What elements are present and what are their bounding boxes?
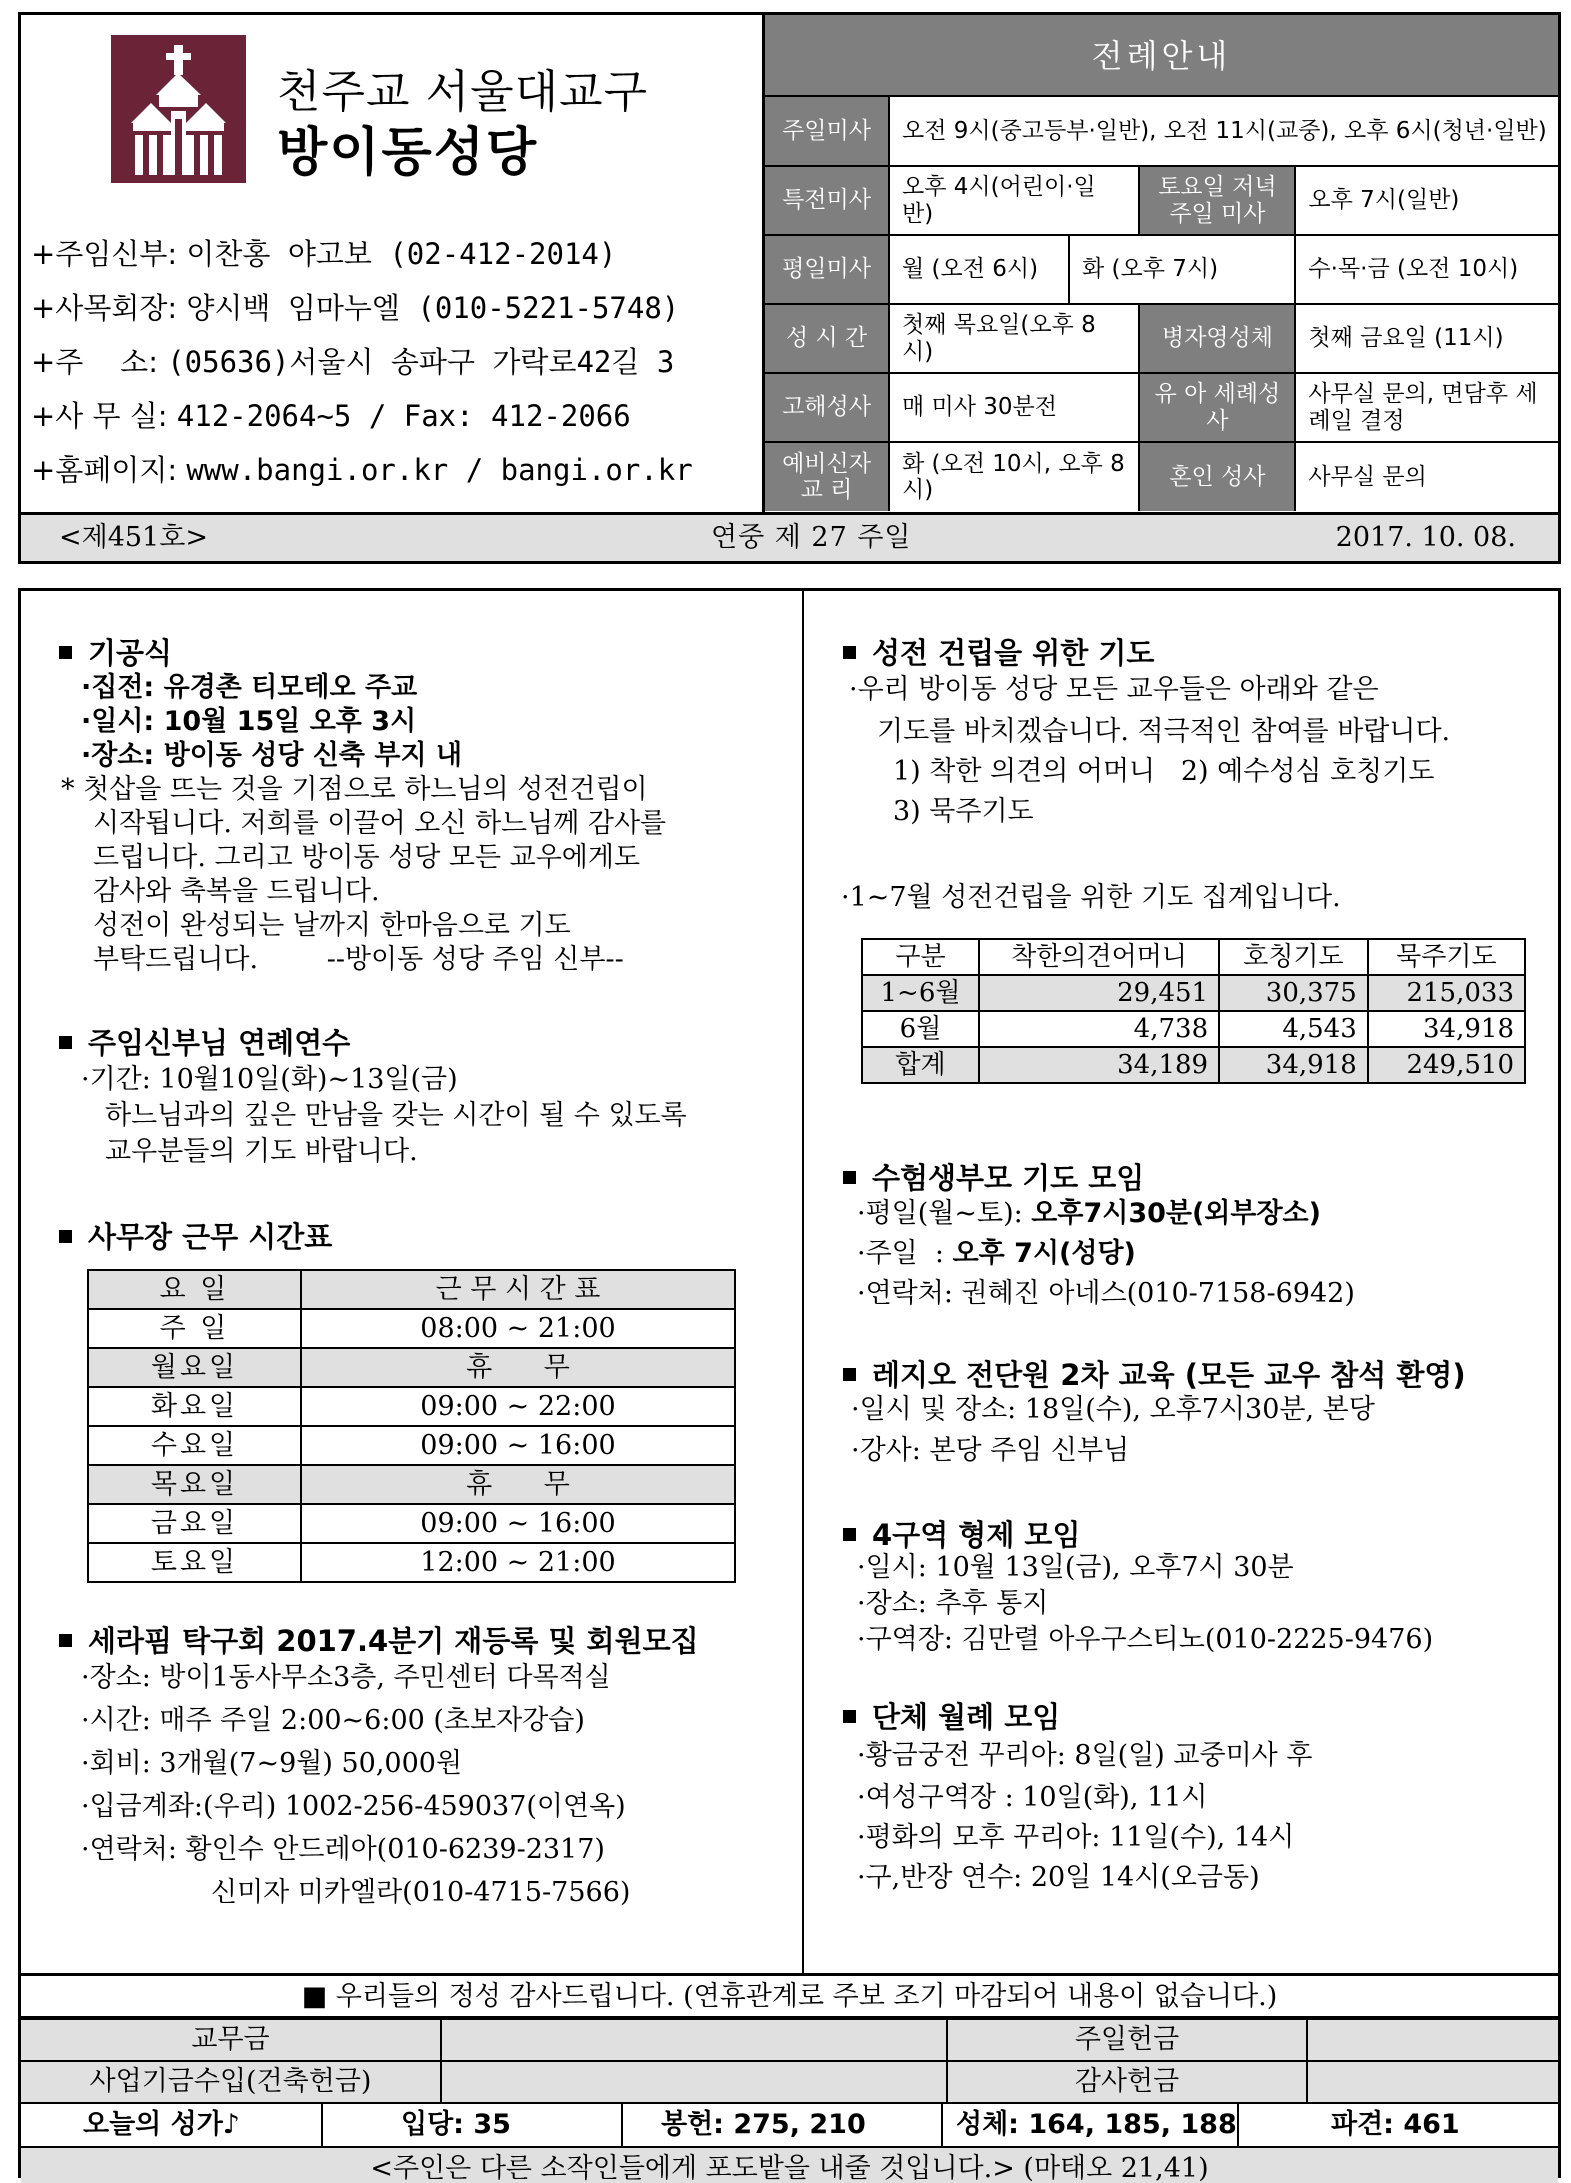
parish-fund-label: 교무금: [21, 2019, 441, 2061]
bullet-square-icon: [59, 1230, 72, 1243]
liturgy-guide: [762, 15, 1558, 512]
hymn-label: 오늘의 성가♪: [83, 2109, 241, 2140]
retreat-period: ·기간: 10월10일(화)~13일(금): [81, 1064, 458, 1095]
building-fund-value: [441, 2061, 947, 2103]
prayer-message-4: 3) 묵주기도: [893, 796, 1034, 827]
groundbreaking-message-2: 시작됩니다. 저희를 이끌어 오신 하느님께 감사를: [93, 808, 667, 839]
legio-title: 레지오 전단원 2차 교육 (모든 교우 참석 환영): [843, 1353, 1466, 1394]
sunday-mass-label: 주일미사: [765, 97, 889, 166]
contact-list: [31, 227, 761, 497]
thanks-collection-label: 감사헌금: [947, 2061, 1307, 2103]
table-row: 목요일 휴 무: [88, 1465, 735, 1504]
table-row: 금요일 09:00 ~ 16:00: [88, 1504, 735, 1543]
table-row: 수요일 09:00 ~ 16:00: [88, 1426, 735, 1465]
gospel-quote: <주인은 다른 소작인들에게 포도밭을 내줄 것입니다.> (마태오 21,41): [21, 2148, 1558, 2183]
anticipated-mass-time: 오후 4시(어린이·일반): [889, 166, 1139, 235]
contact-homepage[interactable]: +홈페이지: www.bangi.or.kr / bangi.or.kr: [31, 453, 693, 487]
table-row: 1~6월 29,451 30,375 215,033: [862, 975, 1525, 1011]
office-schedule-table: [87, 1269, 736, 1583]
contact-office: +사 무 실: 412-2064~5 / Fax: 412-2066: [31, 399, 631, 433]
table-row: 주 일 08:00 ~ 21:00: [88, 1309, 735, 1348]
bullet-square-icon: [59, 1634, 72, 1647]
groundbreaking-message-5: 성전이 완성되는 날까지 한마음으로 기도: [93, 910, 571, 941]
groundbreaking-time: ·일시: 10월 15일 오후 3시: [81, 706, 417, 737]
confession-label: 고해성사: [765, 373, 889, 442]
groups-title: 단체 월례 모임: [843, 1695, 1060, 1736]
hymn-recessional: 파견: 461: [1331, 2109, 1460, 2140]
col-day: 요 일: [88, 1270, 301, 1309]
issue-number: <제451호>: [59, 522, 208, 553]
thanks-collection-value: [1307, 2061, 1558, 2103]
bullet-square-icon: [843, 1368, 856, 1381]
issue-bar: [21, 512, 1558, 561]
marriage-info: 사무실 문의: [1295, 442, 1561, 511]
catechumen-label: 예비신자 교 리: [765, 442, 889, 511]
table-row: 6월 4,738 4,543 34,918: [862, 1011, 1525, 1047]
issue-date: 2017. 10. 08.: [1335, 522, 1516, 553]
pingpong-contact-2: 신미자 미카엘라(010-4715-7566): [211, 1877, 631, 1908]
table-row: 합계 34,189 34,918 249,510: [862, 1047, 1525, 1083]
col-hours: 근 무 시 간 표: [301, 1270, 735, 1309]
liturgy-title: 전례안내: [765, 15, 1558, 97]
hymn-entrance: 입당: 35: [401, 2109, 511, 2140]
bullet-square-icon: [843, 1528, 856, 1541]
offerings-footer: [21, 1973, 1558, 2183]
column-divider: [802, 591, 804, 1973]
groundbreaking-message-4: 감사와 축복을 드립니다.: [93, 876, 380, 907]
parish-name: 방이동성당: [277, 123, 539, 183]
liturgy-table: [765, 97, 1561, 511]
exam-parents-weekday: ·평일(월~토): 오후7시30분(외부장소): [857, 1198, 1321, 1229]
exam-parents-contact: ·연락처: 권혜진 아네스(010-7158-6942): [857, 1278, 1355, 1309]
sat-evening-label: 토요일 저녁 주일 미사: [1139, 166, 1295, 235]
pingpong-place: ·장소: 방이1동사무소3층, 주민센터 다목적실: [81, 1662, 611, 1693]
pingpong-account: ·입금계좌:(우리) 1002-256-459037(이연옥): [81, 1791, 626, 1822]
groups-item-4: ·구,반장 연수: 20일 14시(오금동): [857, 1862, 1260, 1893]
prayer-tally-table: [861, 938, 1526, 1084]
infant-baptism-info: 사무실 문의, 면담후 세례일 결정: [1295, 373, 1561, 442]
sunday-collection-label: 주일헌금: [947, 2019, 1307, 2061]
weekday-mon: 월 (오전 6시): [889, 235, 1069, 304]
weekday-wtf: 수·목·금 (오전 10시): [1295, 235, 1561, 304]
marriage-label: 혼인 성사: [1139, 442, 1295, 511]
groundbreaking-title: 기공식: [59, 631, 172, 672]
offering-title: ■ 우리들의 정성 감사드립니다. (연휴관계로 주보 조기 마감되어 내용이 없습니다.): [21, 1973, 1558, 2018]
bullet-square-icon: [843, 1171, 856, 1184]
table-header: 구분 착한의견어머니 호칭기도 묵주기도: [862, 939, 1525, 975]
sat-evening-time: 오후 7시(일반): [1295, 166, 1561, 235]
groups-item-3: ·평화의 모후 꾸리아: 11일(수), 14시: [857, 1822, 1295, 1853]
table-row: 월요일 휴 무: [88, 1348, 735, 1387]
groundbreaking-place: ·장소: 방이동 성당 신축 부지 내: [81, 740, 463, 771]
groundbreaking-message-3: 드립니다. 그리고 방이동 성당 모든 교우에게도: [93, 842, 641, 873]
prayer-message-1: ·우리 방이동 성당 모든 교우들은 아래와 같은: [849, 674, 1379, 705]
district4-leader: ·구역장: 김만렬 아우구스티노(010-2225-9476): [857, 1624, 1434, 1655]
legio-lecturer: ·강사: 본당 주임 신부님: [851, 1435, 1130, 1466]
table-header: [88, 1270, 735, 1309]
table-row: 화요일 09:00 ~ 22:00: [88, 1387, 735, 1426]
pingpong-time: ·시간: 매주 주일 2:00~6:00 (초보자강습): [81, 1705, 585, 1736]
district4-when: ·일시: 10월 13일(금), 오후7시 30분: [857, 1552, 1294, 1583]
anticipated-mass-label: 특전미사: [765, 166, 889, 235]
bullet-square-icon: [59, 646, 72, 659]
parish-fund-value: [441, 2019, 947, 2061]
infant-baptism-label: 유 아 세례성사: [1139, 373, 1295, 442]
groups-item-2: ·여성구역장 : 10일(화), 11시: [857, 1782, 1208, 1813]
retreat-message-1: 하느님과의 깊은 만남을 갖는 시간이 될 수 있도록: [105, 1100, 687, 1131]
district4-place: ·장소: 추후 통지: [857, 1588, 1049, 1619]
sunday-collection-value: [1307, 2019, 1558, 2061]
contact-address: +주 소: (05636)서울시 송파구 가락로42길 3: [31, 345, 675, 379]
prayer-message-2: 기도를 바치겠습니다. 적극적인 참여를 바랍니다.: [877, 716, 1451, 747]
table-row: [21, 2019, 1558, 2061]
office-schedule-title: 사무장 근무 시간표: [59, 1215, 332, 1256]
bullet-square-icon: [843, 1710, 856, 1723]
holy-hour-time: 첫째 목요일(오후 8시): [889, 304, 1139, 373]
bullet-square-icon: [843, 646, 856, 659]
groundbreaking-message-1: * 첫삽을 뜨는 것을 기점으로 하느님의 성전건립이: [61, 774, 648, 805]
district4-title: 4구역 형제 모임: [843, 1513, 1080, 1554]
church-logo-icon: [111, 35, 246, 183]
bulletin-body: [18, 588, 1561, 2183]
groundbreaking-presider: ·집전: 유경촌 티모테오 주교: [81, 672, 418, 703]
contact-pastor: +주임신부: 이찬홍 야고보 (02-412-2014): [31, 237, 617, 271]
hymn-offertory: 봉헌: 275, 210: [661, 2109, 866, 2140]
retreat-message-2: 교우분들의 기도 바랍니다.: [105, 1136, 418, 1167]
pingpong-contact-1: ·연락처: 황인수 안드레아(010-6239-2317): [81, 1834, 605, 1865]
retreat-title: 주임신부님 연례연수: [59, 1021, 350, 1062]
table-row: [21, 2061, 1558, 2103]
pingpong-fee: ·회비: 3개월(7~9월) 50,000원: [81, 1748, 463, 1779]
bulletin-header: [18, 12, 1561, 564]
prayer-title: 성전 건립을 위한 기도: [843, 631, 1154, 672]
sunday-mass-times: 오전 9시(중고등부·일반), 오전 11시(교중), 오후 6시(청년·일반): [889, 97, 1561, 166]
parish-info: [21, 15, 762, 512]
contact-council-president: +사목회장: 양시백 임마누엘 (010-5221-5748): [31, 291, 680, 325]
legio-when: ·일시 및 장소: 18일(수), 오후7시30분, 본당: [851, 1394, 1375, 1425]
weekday-mass-label: 평일미사: [765, 235, 889, 304]
table-row: 토요일 12:00 ~ 21:00: [88, 1543, 735, 1582]
holy-hour-label: 성 시 간: [765, 304, 889, 373]
catechumen-time: 화 (오전 10시, 오후 8시): [889, 442, 1139, 511]
exam-parents-title: 수험생부모 기도 모임: [843, 1156, 1144, 1197]
sick-communion-label: 병자영성체: [1139, 304, 1295, 373]
hymn-communion: 성체: 164, 185, 188: [956, 2109, 1237, 2140]
building-fund-label: 사업기금수입(건축헌금): [21, 2061, 441, 2103]
bullet-square-icon: [59, 1036, 72, 1049]
prayer-message-3: 1) 착한 의견의 어머니 2) 예수성심 호칭기도: [893, 756, 1435, 787]
diocese-name: 천주교 서울대교구: [277, 65, 649, 118]
groups-item-1: ·황금궁전 꾸리아: 8일(일) 교중미사 후: [857, 1740, 1313, 1771]
exam-parents-sunday: ·주일 : 오후 7시(성당): [857, 1238, 1136, 1269]
offering-table: [21, 2018, 1558, 2104]
confession-time: 매 미사 30분전: [889, 373, 1139, 442]
liturgical-sunday: 연중 제 27 주일: [711, 522, 912, 553]
pingpong-title: 세라핌 탁구회 2017.4분기 재등록 및 회원모집: [59, 1619, 699, 1660]
groundbreaking-message-6: 부탁드립니다. --방이동 성당 주임 신부--: [93, 944, 624, 975]
sick-communion-time: 첫째 금요일 (11시): [1295, 304, 1561, 373]
prayer-tally-intro: ·1~7월 성전건립을 위한 기도 집계입니다.: [841, 882, 1341, 913]
weekday-tue: 화 (오후 7시): [1069, 235, 1295, 304]
hymn-row: [21, 2104, 1558, 2148]
